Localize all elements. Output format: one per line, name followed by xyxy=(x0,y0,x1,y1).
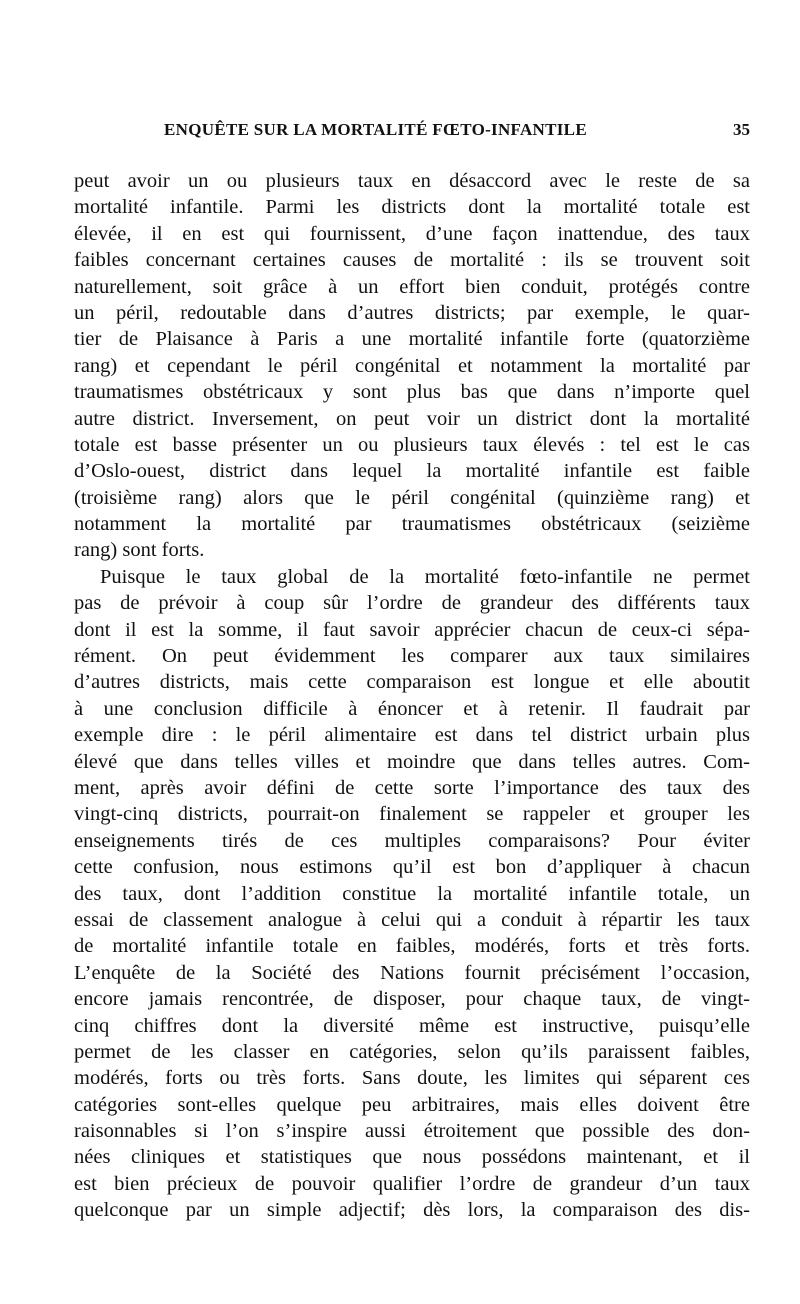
text-line: pas de prévoir à coup sûr l’ordre de grandeur des différents taux xyxy=(74,592,750,615)
text-line: cinq chiffres dont la diversité même est instructive, puisqu’elle xyxy=(74,1014,750,1037)
text-line: d’autres districts, mais cette comparaison est longue et elle aboutit xyxy=(74,671,750,694)
paragraph-1 xyxy=(74,168,750,564)
text-line: rang) sont forts. xyxy=(74,539,205,562)
text-line: d’Oslo-ouest, district dans lequel la mortalité infantile est faible xyxy=(74,460,750,483)
text-line: essai de classement analogue à celui qui a conduit à répartir les taux xyxy=(74,908,750,931)
text-line: un péril, redoutable dans d’autres districts; par exemple, le quar- xyxy=(74,301,750,324)
text-line: de mortalité infantile totale en faibles, modérés, forts et très forts. xyxy=(74,935,750,958)
text-line: notamment la mortalité par traumatismes obstétricaux (seizième xyxy=(74,513,750,536)
text-line: rément. On peut évidemment les comparer aux taux similaires xyxy=(74,645,750,668)
text-line: des taux, dont l’addition constitue la mortalité infantile totale, un xyxy=(74,882,750,905)
text-line: enseignements tirés de ces multiples comparaisons? Pour éviter xyxy=(74,829,750,852)
text-line: catégories sont-elles quelque peu arbitraires, mais elles doivent être xyxy=(74,1093,750,1116)
text-line: ment, après avoir défini de cette sorte l’importance des taux des xyxy=(74,776,750,799)
text-line: est bien précieux de pouvoir qualifier l’ordre de grandeur d’un taux xyxy=(74,1172,750,1195)
text-line: dont il est la somme, il faut savoir apprécier chacun de ceux-ci sépa- xyxy=(74,618,750,641)
text-line: vingt-cinq districts, pourrait-on finalement se rappeler et grouper les xyxy=(74,803,750,826)
text-line: Puisque le taux global de la mortalité fœto-infantile ne permet xyxy=(100,565,750,588)
text-line: encore jamais rencontrée, de disposer, pour chaque taux, de vingt- xyxy=(74,988,750,1011)
text-line: tier de Plaisance à Paris a une mortalité infantile forte (quatorzième xyxy=(74,328,750,351)
text-line: cette confusion, nous estimons qu’il est bon d’appliquer à chacun xyxy=(74,856,750,879)
paragraph-2 xyxy=(74,564,750,1224)
text-line: (troisième rang) alors que le péril congénital (quinzième rang) et xyxy=(74,486,750,509)
text-line: quelconque par un simple adjectif; dès lors, la comparaison des dis- xyxy=(74,1199,750,1222)
text-line: à une conclusion difficile à énoncer et à retenir. Il faudrait par xyxy=(74,697,750,720)
body-text xyxy=(74,168,750,1224)
text-line: modérés, forts ou très forts. Sans doute, les limites qui séparent ces xyxy=(74,1067,750,1090)
text-line: exemple dire : le péril alimentaire est dans tel district urbain plus xyxy=(74,724,750,747)
text-line: mortalité infantile. Parmi les districts dont la mortalité totale est xyxy=(74,196,750,219)
text-line: rang) et cependant le péril congénital et notamment la mortalité par xyxy=(74,354,750,377)
text-line: faibles concernant certaines causes de mortalité : ils se trouvent soit xyxy=(74,249,750,272)
running-header xyxy=(74,120,750,148)
text-line: raisonnables si l’on s’inspire aussi étroitement que possible des don- xyxy=(74,1120,750,1143)
text-line: permet de les classer en catégories, selon qu’ils paraissent faibles, xyxy=(74,1040,750,1063)
text-line: nées cliniques et statistiques que nous possédons maintenant, et il xyxy=(74,1146,750,1169)
page-number: 35 xyxy=(733,120,750,139)
text-line: traumatismes obstétricaux y sont plus bas que dans n’importe quel xyxy=(74,381,750,404)
text-line: naturellement, soit grâce à un effort bien conduit, protégés contre xyxy=(74,275,750,298)
text-line: totale est basse présenter un ou plusieurs taux élevés : tel est le cas xyxy=(74,433,750,456)
text-line: L’enquête de la Société des Nations fournit précisément l’occasion, xyxy=(74,961,750,984)
running-title: ENQUÊTE SUR LA MORTALITÉ FŒTO-INFANTILE xyxy=(164,120,587,139)
text-line: peut avoir un ou plusieurs taux en désaccord avec le reste de sa xyxy=(74,170,750,192)
text-line: élevée, il en est qui fournissent, d’une façon inattendue, des taux xyxy=(74,222,750,245)
text-line: élevé que dans telles villes et moindre que dans telles autres. Com- xyxy=(74,750,750,773)
text-line: autre district. Inversement, on peut voir un district dont la mortalité xyxy=(74,407,750,430)
